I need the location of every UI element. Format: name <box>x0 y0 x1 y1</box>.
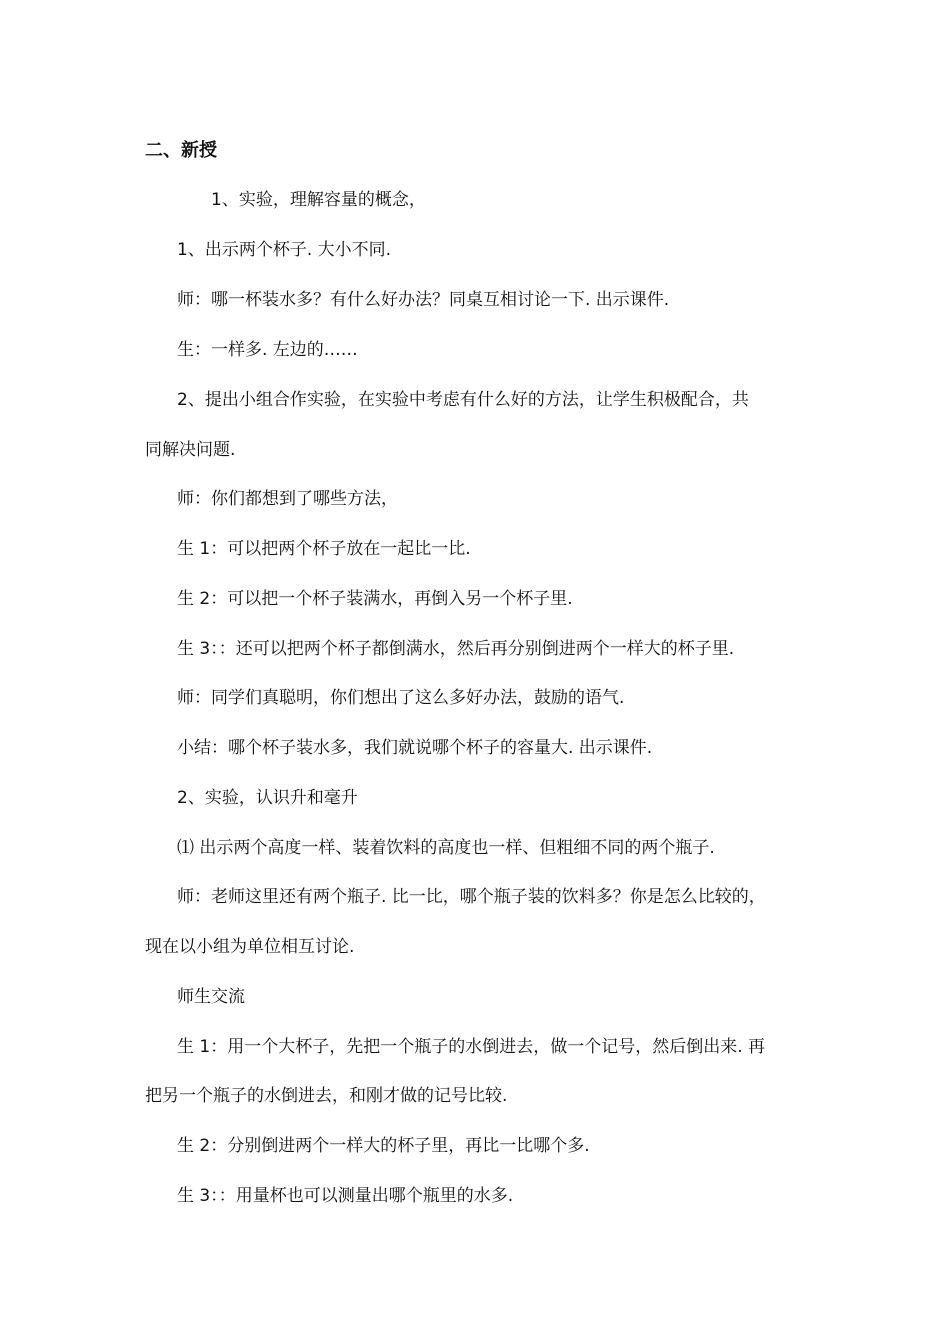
text-line: 生：一样多. 左边的…… <box>177 340 358 360</box>
text-line: 师：同学们真聪明，你们想出了这么多好办法，鼓励的语气. <box>177 688 625 708</box>
section-heading: 二、新授 <box>145 140 217 161</box>
text-line: 把另一个瓶子的水倒进去，和刚才做的记号比较. <box>145 1086 508 1106</box>
text-line: 小结：哪个杯子装水多，我们就说哪个杯子的容量大. 出示课件. <box>177 738 653 758</box>
text-line: 2、实验，认识升和毫升 <box>177 788 358 808</box>
text-line: 生 2：可以把一个杯子装满水，再倒入另一个杯子里. <box>177 589 573 609</box>
text-line: 现在以小组为单位相互讨论. <box>145 937 355 957</box>
text-line: ⑴ 出示两个高度一样、装着饮料的高度也一样、但粗细不同的两个瓶子. <box>177 838 715 858</box>
text-line: 生 1：可以把两个杯子放在一起比一比. <box>177 539 471 559</box>
text-line: 师：你们都想到了哪些方法， <box>177 489 398 509</box>
text-line: 生 2：分别倒进两个一样大的杯子里，再比一比哪个多. <box>177 1136 590 1156</box>
text-line: 师：老师这里还有两个瓶子. 比一比，哪个瓶子装的饮料多？你是怎么比较的， <box>177 887 766 907</box>
text-line: 2、提出小组合作实验，在实验中考虑有什么好的方法，让学生积极配合，共 <box>177 390 749 410</box>
text-line: 生 3：：还可以把两个杯子都倒满水，然后再分别倒进两个一样大的杯子里. <box>177 639 735 659</box>
text-line: 1、实验，理解容量的概念， <box>211 190 426 210</box>
text-line: 生 3：：用量杯也可以测量出哪个瓶里的水多. <box>177 1186 514 1206</box>
text-line: 生 1：用一个大杯子，先把一个瓶子的水倒进去，做一个记号，然后倒出来. 再 <box>177 1037 766 1057</box>
text-line: 1、出示两个杯子. 大小不同. <box>177 240 392 260</box>
text-line: 师生交流 <box>177 987 245 1007</box>
text-line: 同解决问题. <box>145 440 236 460</box>
text-line: 师：哪一杯装水多？有什么好办法？同桌互相讨论一下. 出示课件. <box>177 290 670 310</box>
